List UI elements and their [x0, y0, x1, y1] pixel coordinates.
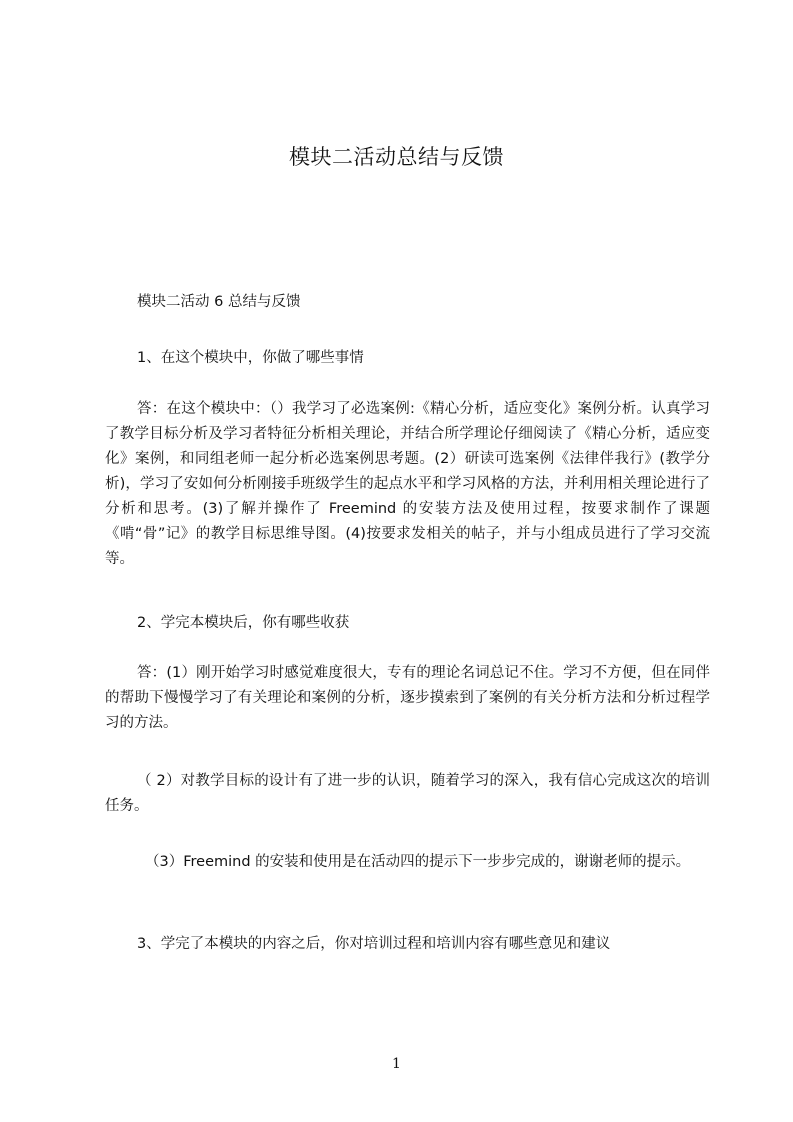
answer-2-paragraph-1: 答：(1）刚开始学习时感觉难度很大，专有的理论名词总记不住。学习不方便，但在同伴的帮助下慢慢学习了有关理论和案例的分析，逐步摸索到了案例的有关分析方法和分析过程学习的方法。	[105, 665, 710, 731]
answer-2-paragraph-3: （3）Freemind 的安装和使用是在活动四的提示下一步步完成的，谢谢老师的提示。	[145, 854, 691, 870]
page-number: 1	[392, 1056, 401, 1072]
question-1: 1、在这个模块中，你做了哪些事情	[137, 350, 364, 366]
question-2: 2、学完本模块后，你有哪些收获	[137, 615, 350, 631]
answer-2-paragraph-2: （ 2）对教学目标的设计有了进一步的认识，随着学习的深入，我有信心完成这次的培训任务。	[105, 773, 710, 814]
question-3: 3、学完了本模块的内容之后，你对培训过程和培训内容有哪些意见和建议	[137, 936, 611, 952]
document-subtitle: 模块二活动 6 总结与反馈	[137, 294, 301, 310]
document-title: 模块二活动总结与反馈	[289, 145, 504, 169]
answer-1-paragraph: 答：在这个模块中：（）我学习了必选案例:《精心分析，适应变化》案例分析。认真学习了教学目标分析及学习者特征分析相关理论，并结合所学理论仔细阅读了《精心分析，适应变化》案例，和同组老师一起分析必选案例思考题。(2）研读可选案例《法律伴我行》(教学分析)，学习了安如何分析刚接手班级学生的起点水平和学习风格的方法，并利用相关理论进行了分析和思考。(3)了解并操作了 Freemind 的安装方法及使用过程，按要求制作了课题《啃“骨”记》的教学目标思维导图。(4)按要求发相关的帖子，并与小组成员进行了学习交流等。	[105, 401, 710, 567]
